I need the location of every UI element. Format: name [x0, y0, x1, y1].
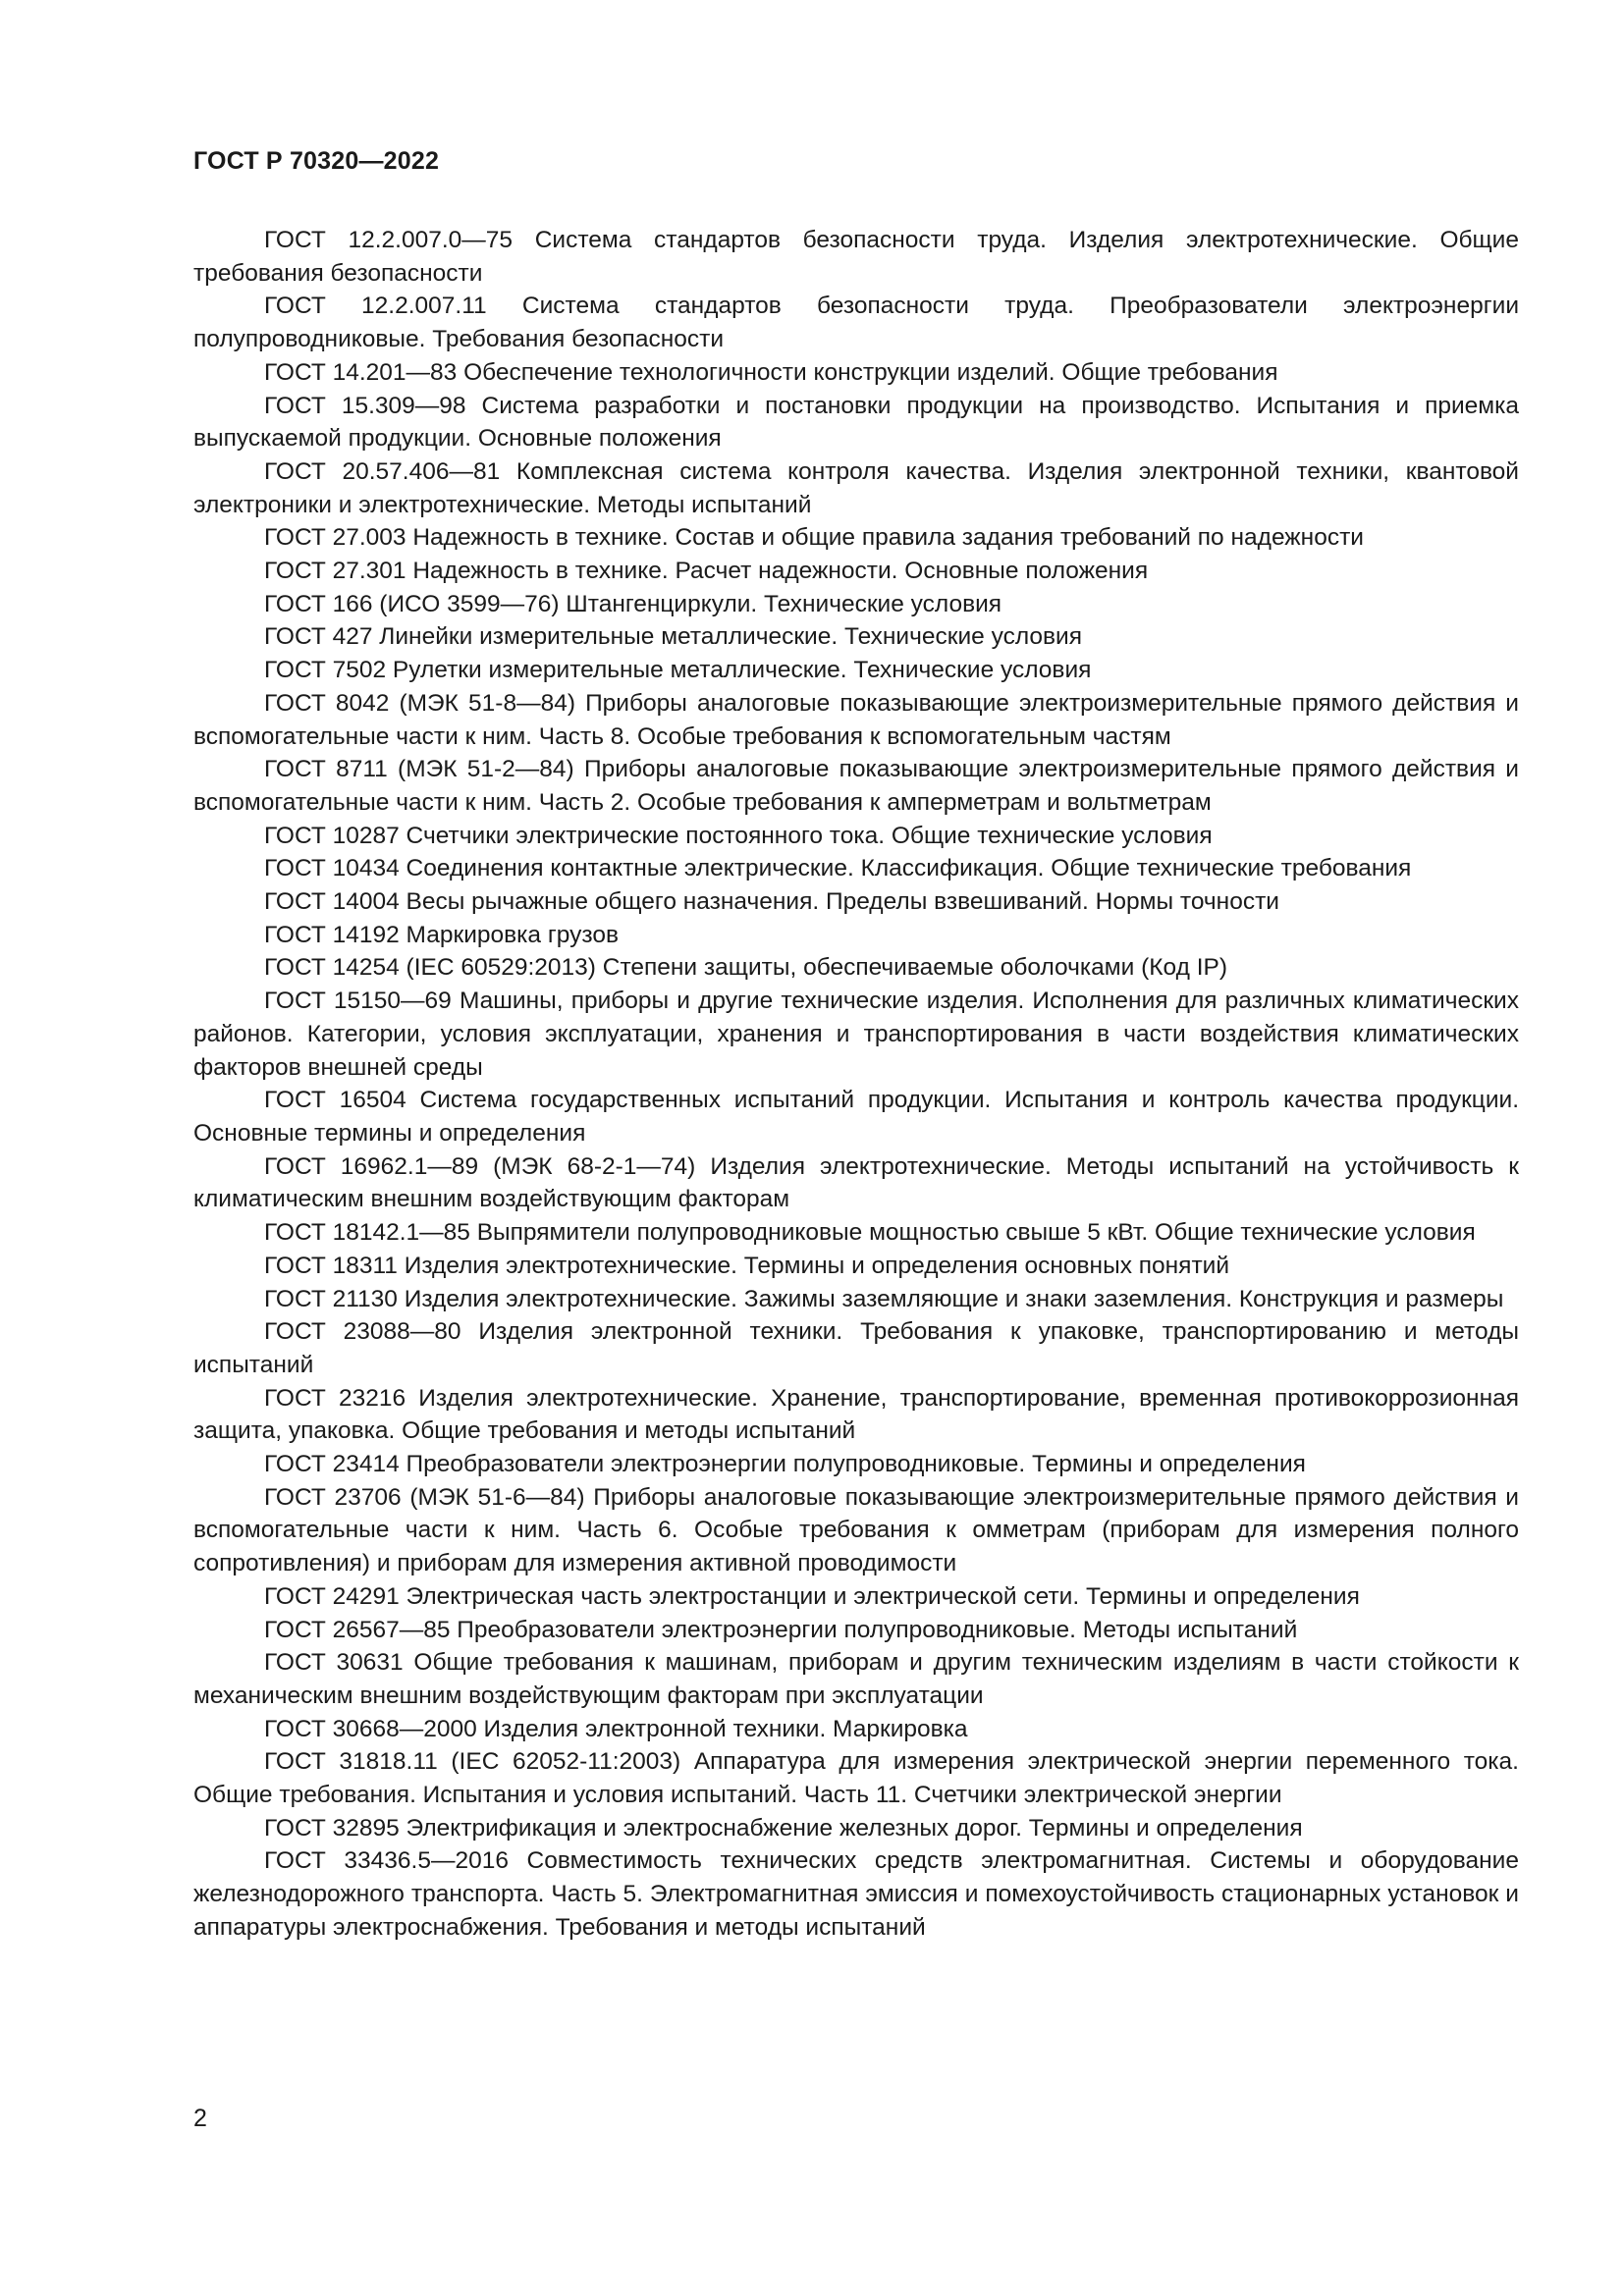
reference-entry: ГОСТ 16504 Система государственных испытаний продукции. Испытания и контроль качества продукции. Основные термины и определения	[193, 1087, 1519, 1147]
reference-entry: ГОСТ 23414 Преобразователи электроэнергии полупроводниковые. Термины и определения	[264, 1451, 1306, 1478]
reference-entry: ГОСТ 10287 Счетчики электрические постоянного тока. Общие технические условия	[264, 822, 1213, 849]
reference-entry: ГОСТ 32895 Электрификация и электроснабжение железных дорог. Термины и определения	[264, 1814, 1303, 1842]
reference-entry: ГОСТ 166 (ИСО 3599—76) Штангенциркули. Технические условия	[264, 590, 1002, 617]
reference-entry: ГОСТ 427 Линейки измерительные металлические. Технические условия	[264, 623, 1082, 651]
reference-entry: ГОСТ 24291 Электрическая часть электростанции и электрической сети. Термины и определения	[264, 1582, 1360, 1610]
reference-entry: ГОСТ 26567—85 Преобразователи электроэнергии полупроводниковые. Методы испытаний	[264, 1616, 1298, 1643]
reference-entry: ГОСТ 23088—80 Изделия электронной техники. Требования к упаковке, транспортированию и методы испытаний	[193, 1318, 1519, 1378]
reference-entry: ГОСТ 27.003 Надежность в технике. Состав и общие правила задания требований по надежности	[264, 524, 1364, 552]
reference-entry: ГОСТ 23706 (МЭК 51-6—84) Приборы аналоговые показывающие электроизмерительные прямого действия и вспомогательные части к ним. Часть 6. Особые требования к омметрам (приборам для измерения полного сопротивления) и приборам для измерения активной проводимости	[193, 1483, 1519, 1577]
reference-entry: ГОСТ 10434 Соединения контактные электрические. Классификация. Общие технические требования	[264, 855, 1412, 882]
reference-entry: ГОСТ 15150—69 Машины, приборы и другие технические изделия. Исполнения для различных климатических районов. Категории, условия эксплуатации, хранения и транспортирования в части воздействия климатических факторов внешней среды	[193, 988, 1519, 1081]
reference-entry: ГОСТ 27.301 Надежность в технике. Расчет надежности. Основные положения	[264, 558, 1149, 585]
reference-entry: ГОСТ 33436.5—2016 Совместимость технических средств электромагнитная. Системы и оборудование железнодорожного транспорта. Часть 5. Электромагнитная эмиссия и помехоустойчивость стационарных установок и аппаратуры электроснабжения. Требования и методы испытаний	[193, 1847, 1519, 1941]
reference-entry: ГОСТ 23216 Изделия электротехнические. Хранение, транспортирование, временная противокоррозионная защита, упаковка. Общие требования и методы испытаний	[193, 1384, 1519, 1445]
reference-entry: ГОСТ 30668—2000 Изделия электронной техники. Маркировка	[264, 1715, 968, 1742]
reference-entry: ГОСТ 14.201—83 Обеспечение технологичности конструкции изделий. Общие требования	[264, 358, 1278, 386]
reference-entry: ГОСТ 15.309—98 Система разработки и постановки продукции на производство. Испытания и приемка выпускаемой продукции. Основные положения	[193, 392, 1519, 453]
reference-entry: ГОСТ 30631 Общие требования к машинам, приборам и другим техническим изделиям в части стойкости к механическим внешним воздействующим факторам при эксплуатации	[193, 1649, 1519, 1709]
page-number: 2	[193, 2105, 207, 2132]
document-header: ГОСТ Р 70320—2022	[193, 147, 440, 175]
reference-entry: ГОСТ 14192 Маркировка грузов	[264, 921, 619, 948]
reference-entry: ГОСТ 20.57.406—81 Комплексная система контроля качества. Изделия электронной техники, квантовой электроники и электротехнические. Методы испытаний	[193, 457, 1519, 518]
reference-entry: ГОСТ 12.2.007.11 Система стандартов безопасности труда. Преобразователи электроэнергии полупроводниковые. Требования безопасности	[193, 293, 1519, 353]
reference-entry: ГОСТ 14004 Весы рычажные общего назначения. Пределы взвешиваний. Нормы точности	[264, 888, 1279, 916]
reference-entry: ГОСТ 14254 (IEC 60529:2013) Степени защиты, обеспечиваемые оболочками (Код IP)	[264, 954, 1228, 982]
reference-entry: ГОСТ 16962.1—89 (МЭК 68-2-1—74) Изделия электротехнические. Методы испытаний на устойчивость к климатическим внешним воздействующим факторам	[193, 1152, 1519, 1213]
reference-entry: ГОСТ 18142.1—85 Выпрямители полупроводниковые мощностью свыше 5 кВт. Общие технические условия	[264, 1219, 1476, 1247]
reference-entry: ГОСТ 7502 Рулетки измерительные металлические. Технические условия	[264, 657, 1092, 684]
reference-entry: ГОСТ 12.2.007.0—75 Система стандартов безопасности труда. Изделия электротехнические. Общие требования безопасности	[193, 227, 1519, 287]
reference-entry: ГОСТ 8042 (МЭК 51-8—84) Приборы аналоговые показывающие электроизмерительные прямого действия и вспомогательные части к ним. Часть 8. Особые требования к вспомогательным частям	[193, 689, 1519, 750]
normative-references-list	[193, 224, 1519, 1945]
reference-entry: ГОСТ 18311 Изделия электротехнические. Термины и определения основных понятий	[264, 1252, 1230, 1279]
reference-entry: ГОСТ 8711 (МЭК 51-2—84) Приборы аналоговые показывающие электроизмерительные прямого действия и вспомогательные части к ним. Часть 2. Особые требования к амперметрам и вольтметрам	[193, 756, 1519, 816]
reference-entry: ГОСТ 21130 Изделия электротехнические. Зажимы заземляющие и знаки заземления. Конструкция и размеры	[264, 1285, 1504, 1312]
reference-entry: ГОСТ 31818.11 (IEC 62052-11:2003) Аппаратура для измерения электрической энергии переменного тока. Общие требования. Испытания и условия испытаний. Часть 11. Счетчики электрической энергии	[193, 1748, 1519, 1809]
